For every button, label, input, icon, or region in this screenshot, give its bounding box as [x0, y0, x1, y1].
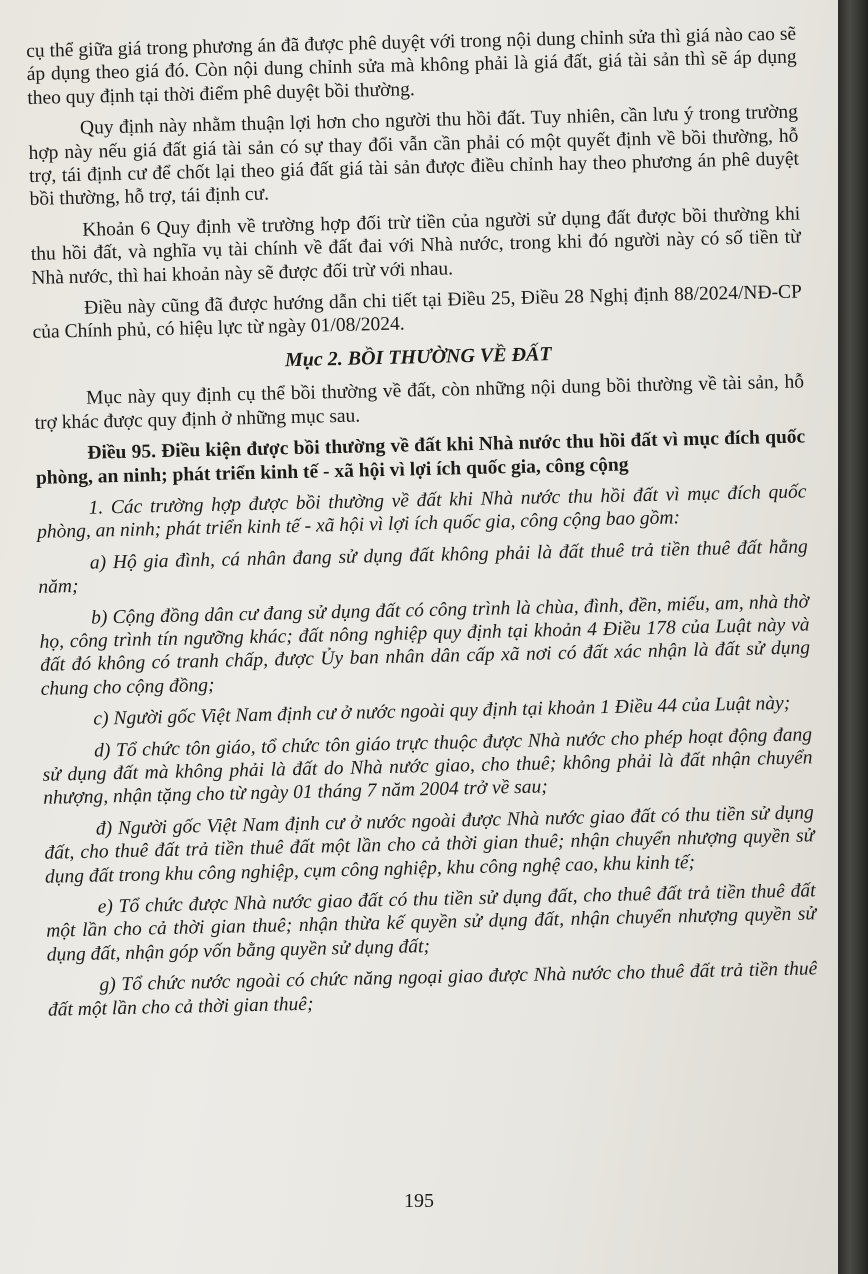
paragraph: Khoản 6 Quy định về trường hợp đối trừ tiền của người sử dụng đất được bồi thường khi thu hồi đất, và nghĩa vụ tài chính về đất đai với Nhà nước, trong khi đó người này có số tiền từ Nhà nước, thì hai khoản này sẽ được đối trừ với nhau.: [30, 203, 801, 289]
paragraph-continuation: cụ thể giữa giá trong phương án đã được phê duyệt với trong nội dung chỉnh sửa thì giá nào cao sẽ áp dụng theo giá đó. Còn nội dung chỉnh sửa mà không phải là giá đất, giá tài sản thì sẽ áp dụng theo quy định tại thời điểm phê duyệt bồi thường.: [26, 23, 797, 109]
list-item: d) Tổ chức tôn giáo, tổ chức tôn giáo trực thuộc được Nhà nước cho phép hoạt động đang sử dụng đất mà không phải là đất do Nhà nước giao, cho thuê; không phải là đất nhận chuyển nhượng, nhận tặng cho từ ngày 01 tháng 7 năm 2004 trở về sau;: [42, 723, 813, 810]
list-item: c) Người gốc Việt Nam định cư ở nước ngoài quy định tại khoản 1 Điều 44 của Luật này;: [93, 692, 791, 730]
list-item: b) Cộng đồng dân cư đang sử dụng đất có công trình là chùa, đình, đền, miếu, am, nhà thờ họ, công trình tín ngưỡng khác; đất nông nghiệp quy định tại khoản 4 Điều 178 của Luật này và đất đó không có tranh chấp, được Ủy ban nhân dân cấp xã nơi có đất xác nhận là đất sử dụng chung cho cộng đồng;: [39, 590, 811, 700]
paragraph: Điều này cũng đã được hướng dẫn chi tiết tại Điều 25, Điều 28 Nghị định 88/2024/NĐ-CP của Chính phủ, có hiệu lực từ ngày 01/08/2024.: [32, 281, 803, 344]
paragraph: Quy định này nhằm thuận lợi hơn cho người thu hồi đất. Tuy nhiên, cần lưu ý trong trường hợp này nếu giá đất giá tài sản có sự thay đổi vẫn cần phải có một quyết định về bồi thường, hỗ trợ, tái định cư để chốt lại theo giá đất giá tài sản được điều chỉnh hay theo phương án phê duyệt bồi thường, hỗ trợ, tái định cư.: [28, 101, 800, 211]
clause: 1. Các trường hợp được bồi thường về đất khi Nhà nước thu hồi đất vì mục đích quốc phòng, an ninh; phát triển kinh tế - xã hội vì lợi ích quốc gia, công cộng bao gồm:: [36, 481, 807, 544]
list-item: đ) Người gốc Việt Nam định cư ở nước ngoài được Nhà nước giao đất có thu tiền sử dụng đất, cho thuê đất trả tiền thuê đất một lần cho cả thời gian thuê; nhận chuyển nhượng quyền sử dụng đất trong khu công nghiệp, cụm công nghiệp, khu công nghệ cao, khu kinh tế;: [44, 802, 815, 888]
page-edge-shadow: [838, 0, 868, 1274]
list-item: e) Tổ chức được Nhà nước giao đất có thu tiền sử dụng đất, cho thuê đất trả tiền thuê đất một lần cho cả thời gian thuê; nhận thừa kế quyền sử dụng đất, nhận chuyển nhượng quyền sử dụng đất, nhận góp vốn bằng quyền sử dụng đất;: [45, 880, 817, 966]
page-number: 195: [404, 1190, 434, 1212]
section-heading: Mục 2. BỒI THƯỜNG VỀ ĐẤT: [284, 343, 552, 372]
article-title: Điều 95. Điều kiện được bồi thường về đất khi Nhà nước thu hồi đất vì mục đích quốc phòng, an ninh; phát triển kinh tế - xã hội vì lợi ích quốc gia, công cộng: [35, 426, 806, 489]
list-item: a) Hộ gia đình, cá nhân đang sử dụng đất không phải là đất thuê trả tiền thuê đất hằng năm;: [38, 536, 808, 598]
page-text: [26, 23, 818, 1022]
list-item: g) Tổ chức nước ngoài có chức năng ngoại giao được Nhà nước cho thuê đất trả tiền thuê đất một lần cho cả thời gian thuê;: [47, 958, 818, 1021]
paragraph: Mục này quy định cụ thể bồi thường về đất, còn những nội dung bồi thường về tài sản, hỗ trợ khác được quy định ở những mục sau.: [34, 371, 805, 434]
